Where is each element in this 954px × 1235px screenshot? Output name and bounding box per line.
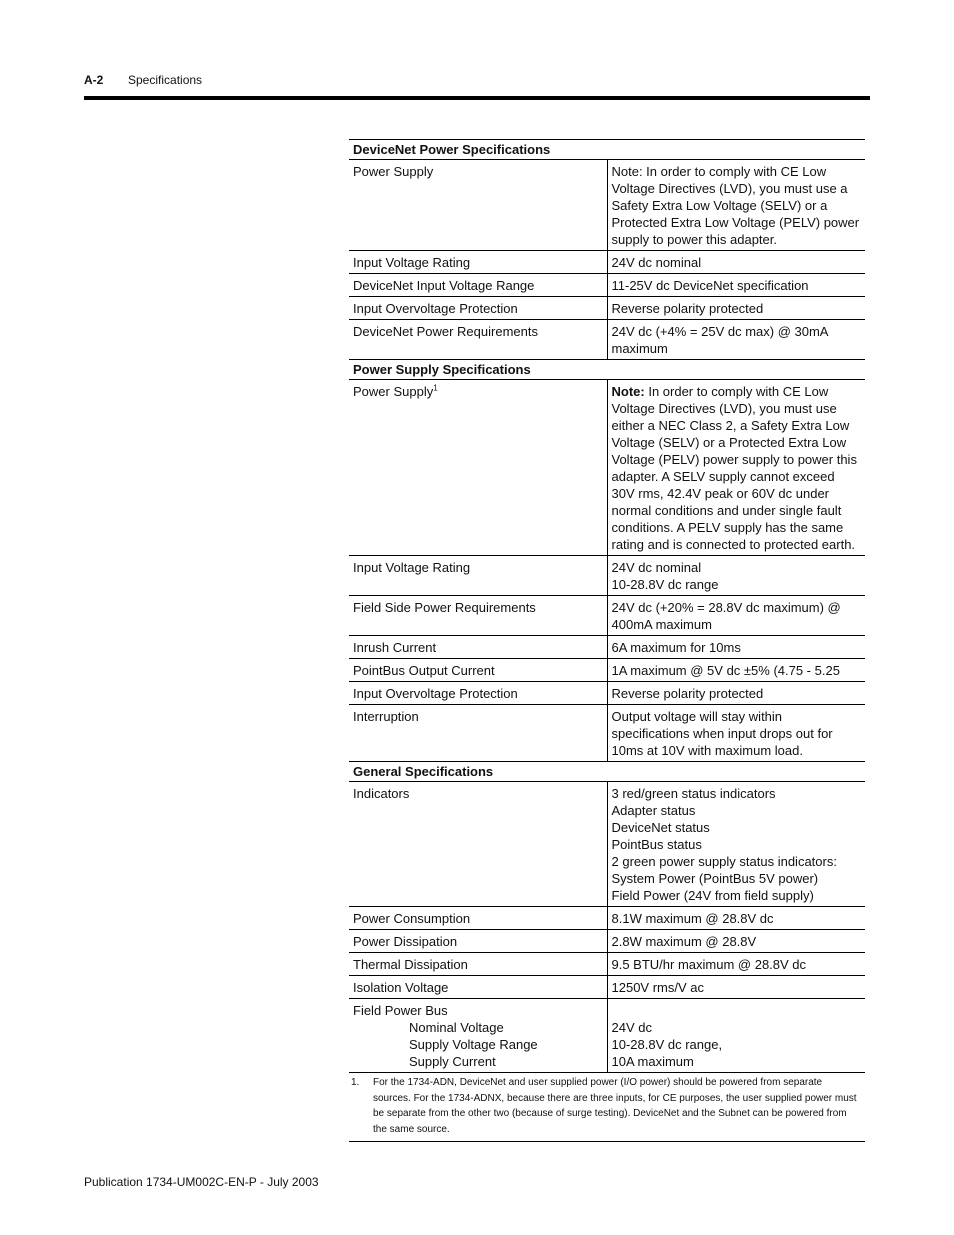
- spec-row: [349, 320, 865, 360]
- spec-value-line: 2 green power supply status indicators:: [611, 854, 837, 869]
- spec-label-text: DeviceNet Input Voltage Range: [353, 278, 535, 293]
- spec-label: [349, 930, 607, 953]
- spec-value-line: 9.5 BTU/hr maximum @ 28.8V dc: [611, 957, 807, 972]
- spec-row: [349, 659, 865, 682]
- footnote-ref: 1: [433, 383, 438, 393]
- spec-value-line: DeviceNet status: [611, 820, 710, 835]
- spec-value-line: 11-25V dc DeviceNet specification: [611, 278, 809, 293]
- spec-value: [607, 999, 865, 1073]
- spec-label: [349, 251, 607, 274]
- spec-value: [607, 976, 865, 999]
- spec-value-line: Adapter status: [611, 803, 696, 818]
- spec-label-text: Power Consumption: [353, 911, 471, 926]
- spec-row: [349, 556, 865, 596]
- section-header-row: [349, 360, 865, 380]
- spec-row: [349, 953, 865, 976]
- spec-row: [349, 782, 865, 907]
- spec-label-text: Field Power Bus: [353, 1003, 448, 1018]
- spec-label-text: Indicators: [353, 786, 410, 801]
- spec-row: [349, 274, 865, 297]
- spec-label: [349, 274, 607, 297]
- spec-value-line: 24V dc nominal: [611, 560, 702, 575]
- note-label: Note:: [611, 384, 645, 399]
- spec-label-text: Power Supply: [353, 164, 434, 179]
- specifications-table: [349, 139, 865, 1142]
- spec-label-text: Input Overvoltage Protection: [353, 301, 518, 316]
- spec-label-text: Power Supply$^1$: [353, 383, 438, 399]
- spec-label-text: PointBus Output Current: [353, 663, 495, 678]
- spec-value: [607, 907, 865, 930]
- spec-label: [349, 636, 607, 659]
- footnote-row: [349, 1073, 865, 1142]
- publication-footer: Publication 1734-UM002C-EN-P - July 2003: [84, 1175, 319, 1189]
- spec-label-text: Input Voltage Rating: [353, 255, 471, 270]
- spec-value: [607, 636, 865, 659]
- spec-value-line: 1250V rms/V ac: [611, 980, 704, 995]
- footnote-block: [351, 1075, 861, 1137]
- spec-value-line: 2.8W maximum @ 28.8V: [611, 934, 757, 949]
- spec-label: [349, 297, 607, 320]
- spec-value-line: 6A maximum for 10ms: [611, 640, 741, 655]
- spec-value: [607, 953, 865, 976]
- spec-label: [349, 907, 607, 930]
- spec-row: [349, 976, 865, 999]
- spec-value-line: Field Power (24V from field supply): [611, 888, 814, 903]
- spec-label: [349, 556, 607, 596]
- spec-label-text: DeviceNet Power Requirements: [353, 324, 538, 339]
- spec-value: [607, 705, 865, 762]
- spec-label: [349, 999, 607, 1073]
- spec-value-line: Reverse polarity protected: [611, 686, 764, 701]
- spec-row: [349, 907, 865, 930]
- spec-value-line: [612, 1002, 862, 1019]
- section-title: DeviceNet Power Specifications: [349, 140, 865, 160]
- spec-label: [349, 380, 607, 556]
- spec-row: [349, 705, 865, 762]
- spec-sublabel: Supply Current: [409, 1054, 496, 1069]
- spec-label: [349, 659, 607, 682]
- spec-value-line: Reverse polarity protected: [611, 301, 764, 316]
- spec-row: [349, 636, 865, 659]
- spec-label-text: Thermal Dissipation: [353, 957, 468, 972]
- spec-label: [349, 976, 607, 999]
- spec-label: [349, 953, 607, 976]
- spec-value: [607, 160, 865, 251]
- spec-label-text: Inrush Current: [353, 640, 437, 655]
- spec-label-text: Input Voltage Rating: [353, 560, 471, 575]
- spec-label: [349, 705, 607, 762]
- spec-row: [349, 930, 865, 953]
- section-title: Power Supply Specifications: [349, 360, 865, 380]
- spec-row: [349, 380, 865, 556]
- spec-value: [607, 682, 865, 705]
- spec-label-text: Interruption: [353, 709, 419, 724]
- spec-value-line: 10-28.8V dc range,: [611, 1037, 723, 1052]
- spec-value-line: 24V dc nominal: [611, 255, 702, 270]
- page-number: A-2: [84, 73, 104, 87]
- spec-value-line: Note: In order to comply with CE Low Voltage Directives (LVD), you must use either a NEC Class 2, a Safety Extra Low Voltage (SELV) or a Protected Extra Low Voltage (PELV) power supply to power this adapter. A SELV supply cannot exceed 30V rms, 42.4V peak or 60V dc under normal conditions and under single fault conditions. A PELV supply has the same rating and is connected to protected earth.: [611, 384, 857, 552]
- spec-row: [349, 160, 865, 251]
- spec-row: [349, 596, 865, 636]
- spec-value-line: Output voltage will stay within specifications when input drops out for 10ms at 10V with maximum load.: [611, 709, 833, 758]
- spec-value-line: 24V dc (+20% = 28.8V dc maximum) @ 400mA maximum: [611, 600, 841, 632]
- spec-label-text: Input Overvoltage Protection: [353, 686, 518, 701]
- spec-value-line: PointBus status: [611, 837, 702, 852]
- spec-row: [349, 999, 865, 1073]
- spec-value: [607, 251, 865, 274]
- spec-label: [349, 160, 607, 251]
- section-header-row: [349, 762, 865, 782]
- spec-value-line: 3 red/green status indicators: [611, 786, 776, 801]
- spec-value: [607, 274, 865, 297]
- spec-value-line: 24V dc (+4% = 25V dc max) @ 30mA maximum: [611, 324, 828, 356]
- spec-label: [349, 320, 607, 360]
- footnote-number: 1.: [351, 1077, 360, 1088]
- spec-row: [349, 297, 865, 320]
- section-title: General Specifications: [349, 762, 865, 782]
- spec-label-text: Power Dissipation: [353, 934, 458, 949]
- spec-value: [607, 782, 865, 907]
- spec-value-line: 8.1W maximum @ 28.8V dc: [611, 911, 774, 926]
- spec-value: [607, 659, 865, 682]
- spec-row: [349, 682, 865, 705]
- spec-value: [607, 596, 865, 636]
- section-name: Specifications: [128, 73, 203, 87]
- spec-value: [607, 380, 865, 556]
- spec-sublabel: Nominal Voltage: [409, 1020, 504, 1035]
- section-header-row: [349, 140, 865, 160]
- spec-value-line: System Power (PointBus 5V power): [611, 871, 819, 886]
- spec-value-line: 1A maximum @ 5V dc ±5% (4.75 - 5.25: [611, 663, 840, 678]
- spec-value-line: 10-28.8V dc range: [611, 577, 719, 592]
- spec-value-line: 24V dc: [611, 1020, 652, 1035]
- header-rule: [84, 96, 870, 100]
- spec-label-text: Field Side Power Requirements: [353, 600, 536, 615]
- spec-value-line: Note: In order to comply with CE Low Voltage Directives (LVD), you must use a Safety Extra Low Voltage (SELV) or a Protected Extra Low Voltage (PELV) power supply to power this adapter.: [611, 164, 860, 247]
- spec-label: [349, 782, 607, 907]
- spec-value: [607, 320, 865, 360]
- spec-value-line: 10A maximum: [611, 1054, 694, 1069]
- spec-value: [607, 930, 865, 953]
- page-header: [84, 73, 202, 87]
- spec-value: [607, 556, 865, 596]
- spec-row: [349, 251, 865, 274]
- footnote-text: For the 1734-ADN, DeviceNet and user supplied power (I/O power) should be powered from separate sources. For the 1734-ADNX, because there are three inputs, for CE purposes, the user supplied power must be separate from the other two (because of surge testing). DeviceNet and the Subnet can be powered from the same source.: [373, 1077, 857, 1135]
- spec-value: [607, 297, 865, 320]
- spec-label-text: Isolation Voltage: [353, 980, 449, 995]
- spec-sublabel: Supply Voltage Range: [409, 1037, 538, 1052]
- spec-label: [349, 682, 607, 705]
- footnote: [349, 1073, 865, 1142]
- spec-label: [349, 596, 607, 636]
